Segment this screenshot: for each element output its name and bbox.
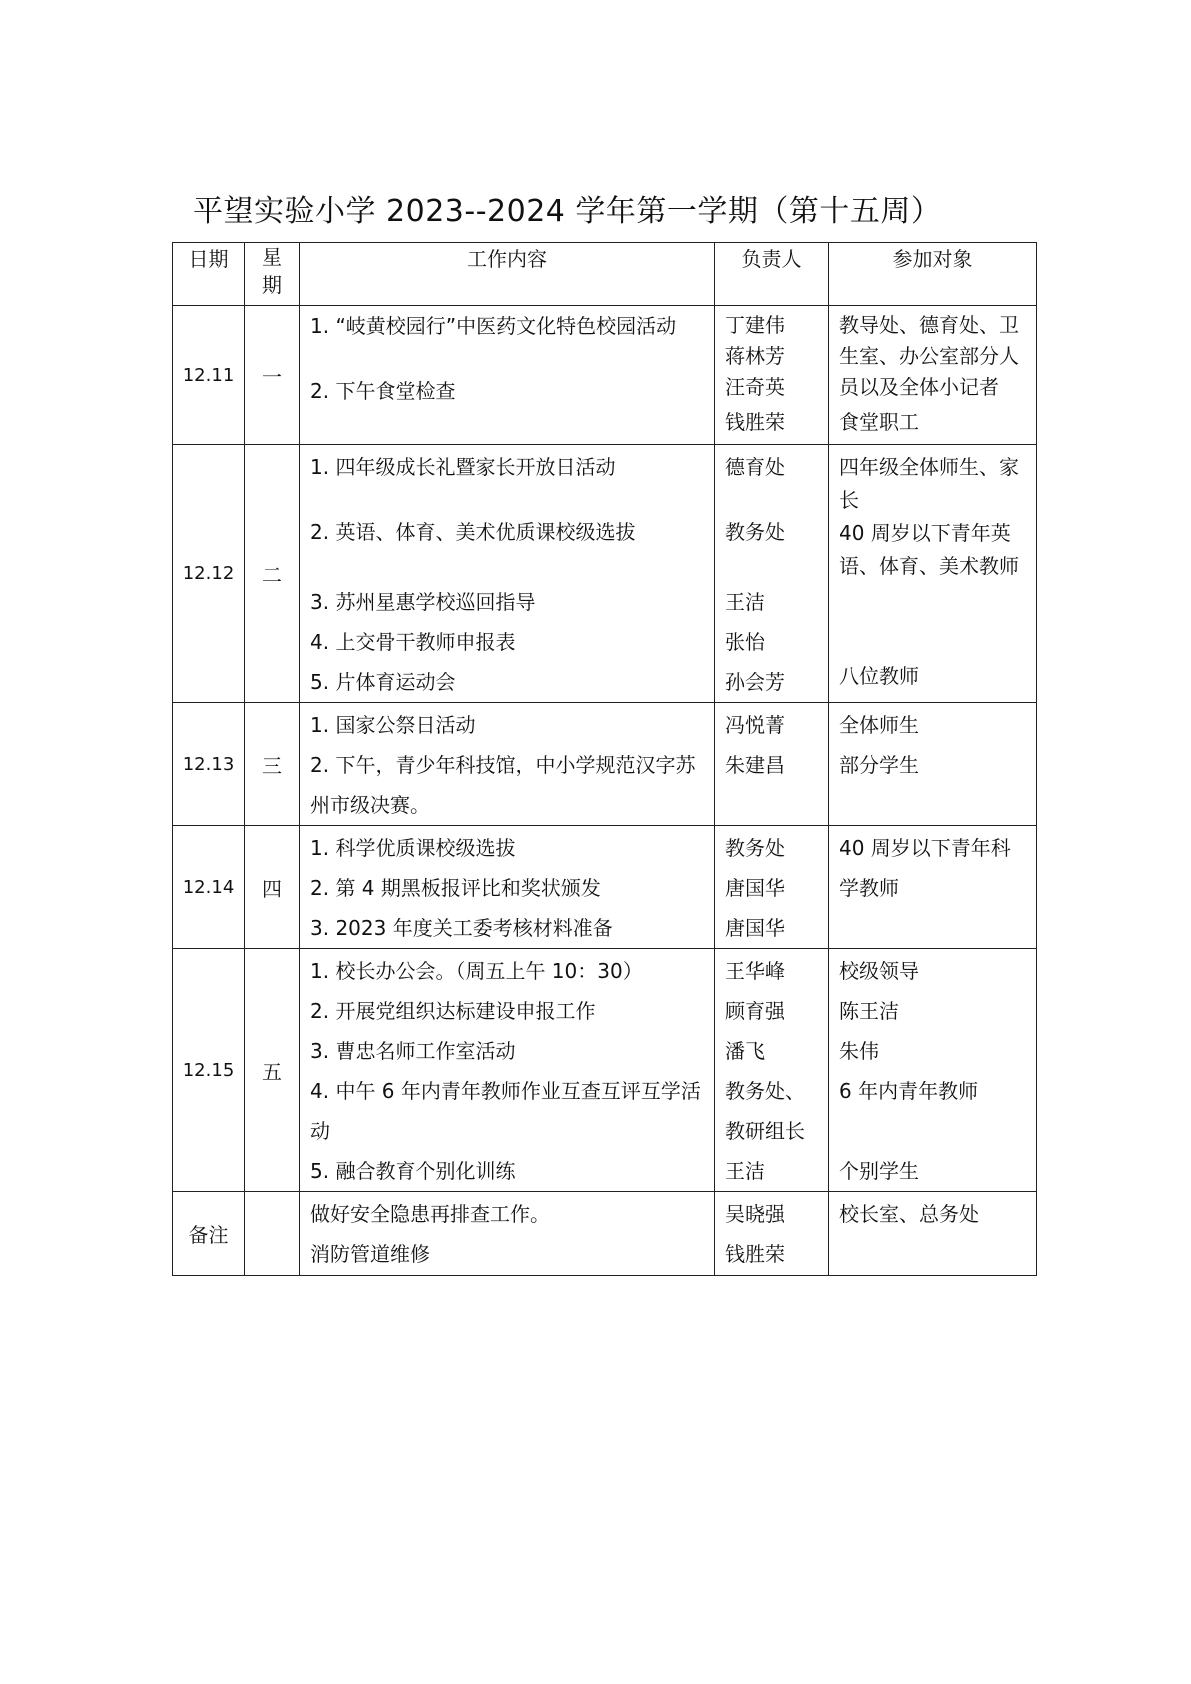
content-item: 2. 下午食堂检查: [310, 379, 456, 403]
remarks-participants: [829, 1192, 1037, 1276]
content-item: 5. 融合教育个别化训练: [310, 1159, 516, 1183]
owner-item: 德育处: [725, 455, 785, 479]
owner-item: 顾育强: [725, 999, 785, 1023]
participant-item: 教导处、德育处、卫生室、办公室部分人员以及全体小记者: [839, 313, 1019, 399]
row-content: [300, 306, 715, 445]
participant-item: 八位教师: [839, 664, 919, 688]
content-item: 2. 英语、体育、美术优质课校级选拔: [310, 520, 636, 544]
participant-item: 40 周岁以下青年科学教师: [839, 836, 1011, 900]
header-weekday-text: 星期: [262, 245, 282, 297]
content-item: 4. 上交骨干教师申报表: [310, 630, 516, 654]
owner-item: 王洁: [725, 1159, 765, 1183]
content-item: 2. 第 4 期黑板报评比和奖状颁发: [310, 876, 601, 900]
owner-item: 教务处、教研组长: [725, 1079, 805, 1143]
owner-item: 蒋林芳: [725, 344, 785, 368]
table-row: [173, 826, 1037, 949]
owner-item: 潘飞: [725, 1039, 765, 1063]
owner-item: 教务处: [725, 520, 785, 544]
row-owner: [715, 949, 829, 1192]
table-row: [173, 306, 1037, 445]
row-participants: [829, 306, 1037, 445]
page-title: 平望实验小学 2023--2024 学年第一学期（第十五周）: [193, 194, 942, 229]
row-date: 12.15: [173, 949, 245, 1192]
row-owner: [715, 703, 829, 826]
owner-item: 汪奇英: [725, 375, 785, 399]
owner-item: 吴晓强: [725, 1202, 785, 1226]
table-row: [173, 445, 1037, 703]
row-content: [300, 445, 715, 703]
remarks-label: 备注: [173, 1192, 245, 1276]
owner-item: 钱胜荣: [725, 410, 785, 434]
content-item: 5. 片体育运动会: [310, 670, 456, 694]
participant-item: 部分学生: [839, 753, 919, 777]
owner-item: 王洁: [725, 590, 765, 614]
header-content: 工作内容: [300, 243, 715, 306]
participant-item: 四年级全体师生、家长: [839, 455, 1019, 512]
content-item: 3. 曹忠名师工作室活动: [310, 1039, 516, 1063]
content-item: 2. 开展党组织达标建设申报工作: [310, 999, 596, 1023]
participant-item: 6 年内青年教师: [839, 1079, 979, 1103]
participant-item: 食堂职工: [839, 410, 919, 434]
content-item: 4. 中午 6 年内青年教师作业互查互评互学活动: [310, 1079, 701, 1143]
content-item: 1. 科学优质课校级选拔: [310, 836, 516, 860]
row-owner: [715, 306, 829, 445]
participant-item: 40 周岁以下青年英语、体育、美术教师: [839, 521, 1019, 578]
table-header-row: [173, 243, 1037, 306]
content-item: 做好安全隐患再排查工作。: [310, 1202, 550, 1226]
owner-item: 王华峰: [725, 959, 785, 983]
remarks-owner: [715, 1192, 829, 1276]
row-weekday: 三: [245, 703, 300, 826]
content-item: 1. 四年级成长礼暨家长开放日活动: [310, 455, 616, 479]
row-content: [300, 703, 715, 826]
row-date: 12.11: [173, 306, 245, 445]
participant-item: 朱伟: [839, 1039, 879, 1063]
row-owner: [715, 445, 829, 703]
owner-item: 孙会芳: [725, 670, 785, 694]
row-participants: [829, 949, 1037, 1192]
owner-item: 钱胜荣: [725, 1242, 785, 1266]
schedule-table: [172, 242, 1037, 1276]
owner-item: 唐国华: [725, 916, 785, 940]
owner-item: 冯悦菁: [725, 713, 785, 737]
header-date: 日期: [173, 243, 245, 306]
row-weekday: 五: [245, 949, 300, 1192]
owner-item: 教务处: [725, 836, 785, 860]
table-row: [173, 949, 1037, 1192]
owner-item: 唐国华: [725, 876, 785, 900]
row-content: [300, 826, 715, 949]
content-item: 1. 校长办公会。（周五上午 10：30）: [310, 959, 643, 983]
row-date: 12.13: [173, 703, 245, 826]
participant-item: 陈王洁: [839, 999, 899, 1023]
owner-item: 丁建伟: [725, 313, 785, 337]
header-participants: 参加对象: [829, 243, 1037, 306]
participant-item: 全体师生: [839, 713, 919, 737]
content-item: 3. 2023 年度关工委考核材料准备: [310, 916, 613, 940]
row-weekday: 四: [245, 826, 300, 949]
content-item: 1. 国家公祭日活动: [310, 713, 476, 737]
row-participants: [829, 703, 1037, 826]
owner-item: 朱建昌: [725, 753, 785, 777]
content-item: 1. “岐黄校园行”中医药文化特色校园活动: [310, 314, 677, 338]
header-owner: 负责人: [715, 243, 829, 306]
participant-item: 校级领导: [839, 959, 919, 983]
remarks-content: [300, 1192, 715, 1276]
row-participants: [829, 445, 1037, 703]
row-date: 12.12: [173, 445, 245, 703]
remarks-weekday-empty: [245, 1192, 300, 1276]
row-weekday: 一: [245, 306, 300, 445]
table-row-remarks: [173, 1192, 1037, 1276]
content-item: 消防管道维修: [310, 1242, 430, 1266]
participant-item: 个别学生: [839, 1159, 919, 1183]
row-participants: [829, 826, 1037, 949]
participant-item: 校长室、总务处: [839, 1202, 979, 1226]
content-item: 3. 苏州星惠学校巡回指导: [310, 590, 536, 614]
row-content: [300, 949, 715, 1192]
table-row: [173, 703, 1037, 826]
owner-item: 张怡: [725, 630, 765, 654]
header-weekday: [245, 243, 300, 306]
content-item: 2. 下午，青少年科技馆，中小学规范汉字苏州市级决赛。: [310, 753, 696, 817]
row-owner: [715, 826, 829, 949]
row-weekday: 二: [245, 445, 300, 703]
row-date: 12.14: [173, 826, 245, 949]
